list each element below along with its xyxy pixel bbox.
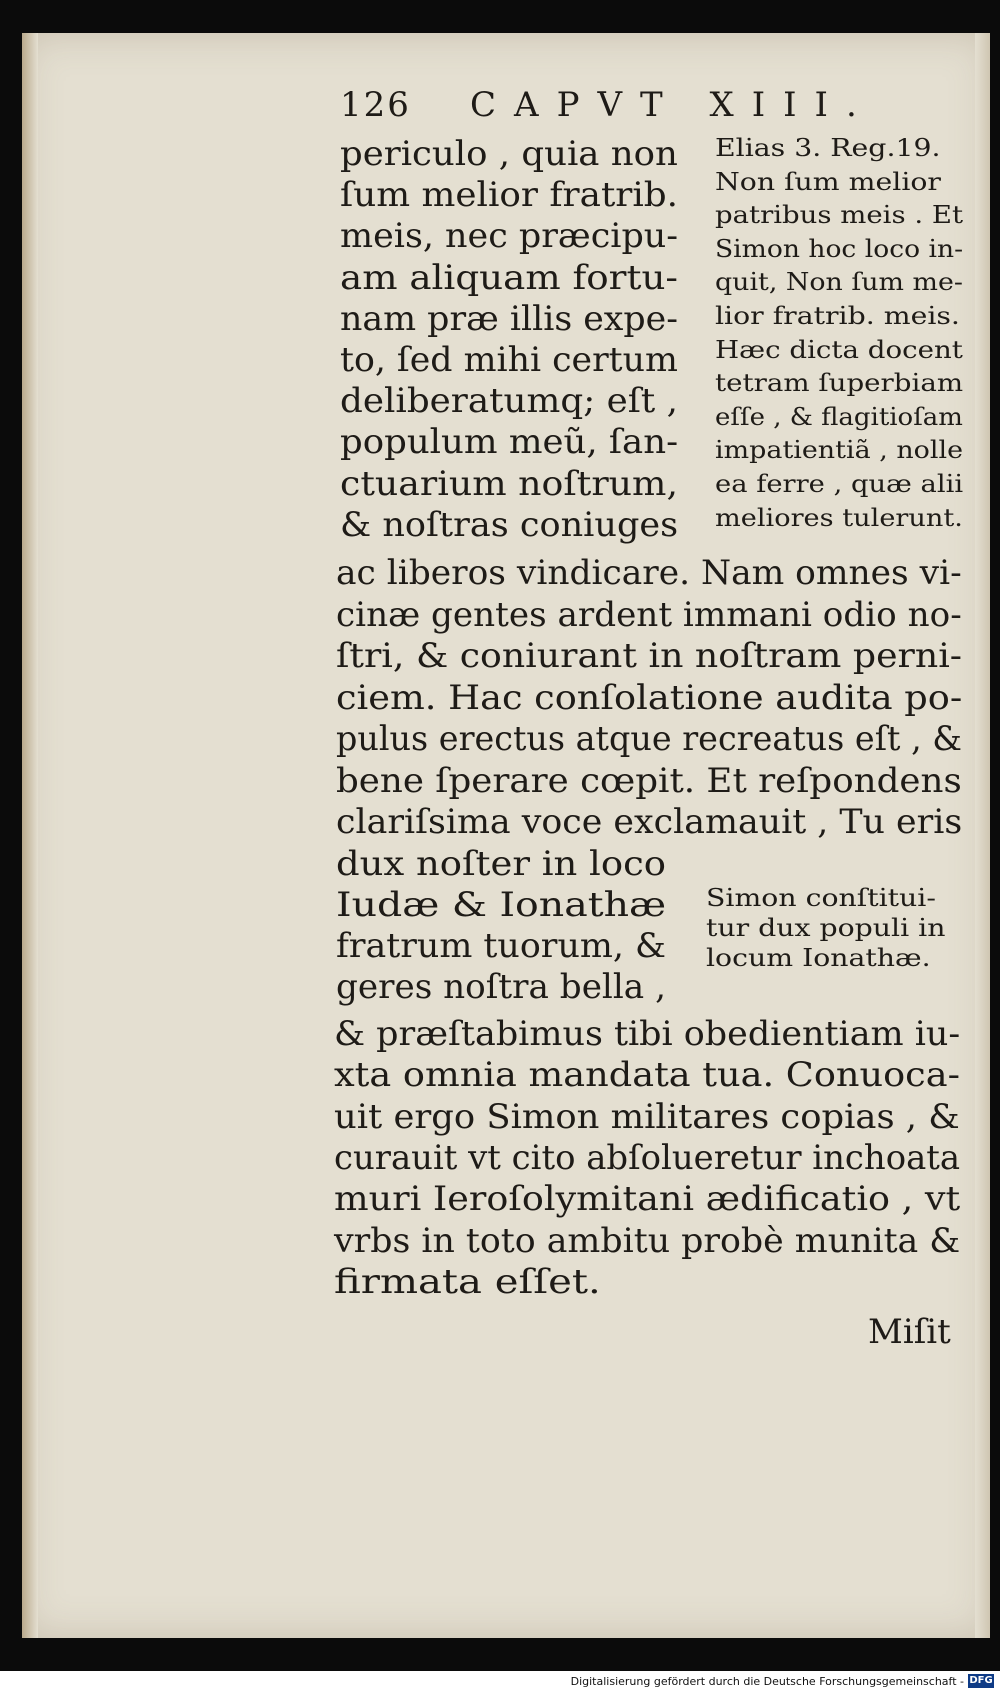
text-line: Iudæ & Ionathæ: [336, 885, 667, 925]
text-line: curauit vt cito abſolueretur inchoata: [334, 1137, 961, 1178]
text-line: xta omnia mandata tua. Conuoca-: [334, 1055, 960, 1096]
text-line: tur dux populi in: [706, 914, 946, 942]
text-line: Elias 3. Reg.19.: [715, 134, 941, 162]
text-line: Non ſum melior: [715, 167, 941, 196]
text-line: locum Ionathæ.: [706, 944, 931, 972]
text-line: lior fratrib. meis.: [715, 302, 960, 330]
text-line: ſum melior fratrib.: [340, 175, 679, 216]
text-line: ſtri, & coniurant in noſtram perni-: [336, 636, 963, 676]
text-line: firmata eſſet.: [334, 1261, 601, 1302]
text-line: Simon conſtitui-: [706, 884, 936, 912]
text-line: cinæ gentes ardent immani odio no-: [336, 594, 962, 635]
text-line: geres noſtra bella ,: [336, 967, 666, 1007]
footer-credit: Digitalisierung gefördert durch die Deutsche Forschungsgemeinschaft -: [570, 1675, 964, 1688]
text-line: uit ergo Simon militares copias , &: [334, 1096, 960, 1137]
text-line: ciem. Hac conſolatione audita po-: [336, 677, 963, 718]
text-line: eſſe , & flagitioſam: [715, 402, 963, 431]
text-line: & præſtabimus tibi obedientiam iu-: [334, 1014, 961, 1054]
text-line: deliberatumq; eſt ,: [340, 381, 678, 422]
text-line: ea ferre , quæ alii: [715, 470, 964, 498]
text-line: dux noſter in loco: [336, 844, 667, 884]
text-line: tetram ſuperbiam: [715, 369, 964, 398]
catchword: Miſit: [868, 1312, 951, 1352]
running-title: CAPVT XIII.: [470, 85, 875, 125]
dfg-logo: DFG: [969, 1675, 993, 1686]
text-line: populum meũ, ſan-: [340, 422, 679, 463]
text-line: ctuarium noſtrum,: [340, 463, 678, 504]
text-line: meis, nec præcipu-: [340, 216, 679, 257]
text-line: impatientiã , nolle: [715, 436, 964, 465]
page-edge-right: [975, 33, 990, 1638]
text-line: nam præ illis expe-: [340, 298, 679, 339]
text-line: muri Ieroſolymitani ædificatio , vt: [334, 1179, 961, 1220]
text-line: am aliquam fortu-: [340, 257, 679, 298]
text-line: meliores tulerunt.: [715, 503, 963, 532]
text-line: Hæc dicta docent: [715, 335, 963, 364]
text-line: clariſsima voce exclamauit , Tu eris: [336, 802, 963, 842]
text-line: bene ſperare cœpit. Et reſpondens: [336, 760, 962, 801]
text-line: to, ſed mihi certum: [340, 340, 678, 380]
text-line: fratrum tuorum, &: [336, 926, 667, 966]
page-number: 126: [340, 85, 411, 125]
page-edge-left: [22, 33, 38, 1638]
text-line: ac liberos vindicare. Nam omnes vi-: [336, 553, 962, 593]
text-line: & noſtras coniuges: [340, 504, 679, 545]
text-line: quit, Non ſum me-: [715, 268, 963, 297]
text-line: periculo , quia non: [340, 134, 678, 174]
text-line: Simon hoc loco in-: [715, 234, 964, 263]
text-line: vrbs in toto ambitu probè munita &: [334, 1220, 961, 1261]
text-line: pulus erectus atque recreatus eſt , &: [336, 719, 963, 759]
text-line: patribus meis . Et: [715, 201, 964, 230]
